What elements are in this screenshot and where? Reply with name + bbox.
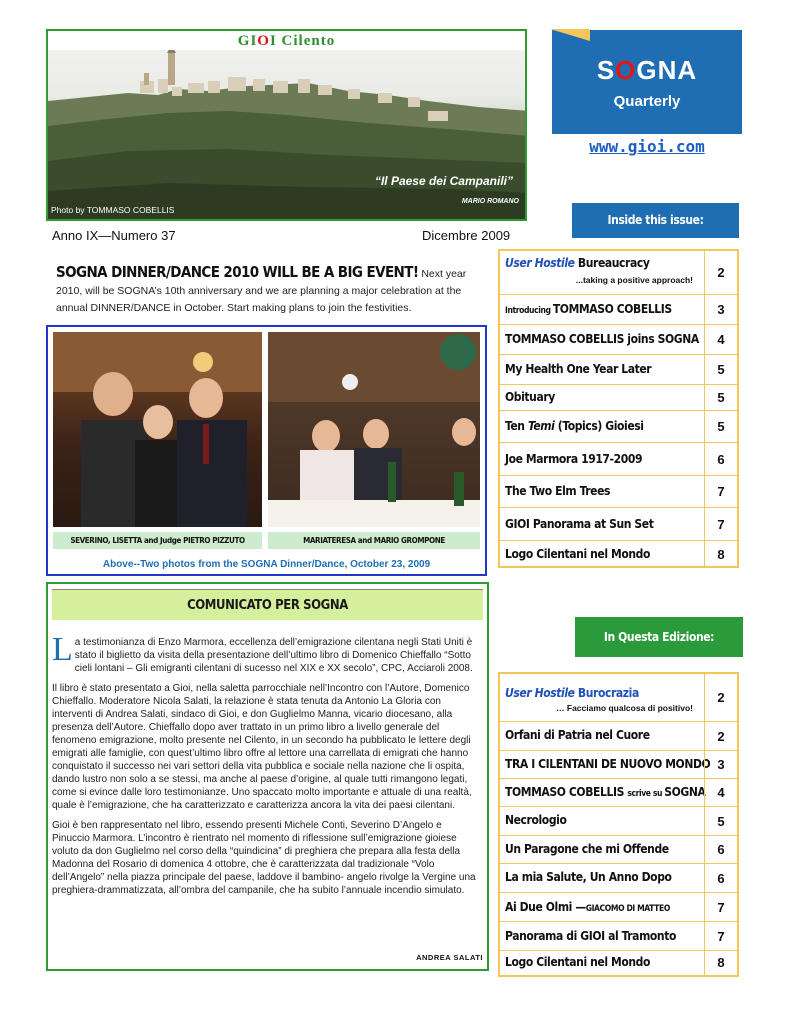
toc-item[interactable]: Ten Temi (Topics) Gioiesi 5 <box>500 411 737 443</box>
sogna-subtitle: Quarterly <box>613 93 681 110</box>
article-signature: ANDREA SALATI <box>416 953 483 962</box>
toc-page: 7 <box>704 508 737 540</box>
toc-page: 2 <box>704 722 737 750</box>
toc-page: 5 <box>704 385 737 410</box>
toc-page: 6 <box>704 864 737 892</box>
toc-page: 7 <box>704 893 737 921</box>
paragraph-1: a testimonianza di Enzo Marmora, eccellenza dell’emigrazione cilentana negli Stati Uniti è stato il biglietto da visita della presentazione dell’ultimo libro di Domenico Chieffallo “Sotto cieli lontani – Gli emigranti cilentani di sucesso nel XIX e XX secolo”, CPC, Acciaroli 2008. <box>74 637 473 674</box>
toc-item[interactable]: TRA I CILENTANI DE NUOVO MONDO 3 <box>500 751 737 779</box>
dinner-announcement <box>56 264 480 317</box>
toc-item[interactable]: Panorama di GIOI al Tramonto 7 <box>500 922 737 951</box>
banner-o: O <box>257 33 270 49</box>
hillside-village-image <box>48 31 527 221</box>
toc-subtitle: ...taking a positive approach! <box>575 275 693 285</box>
masthead-banner <box>48 31 525 50</box>
comunicato-heading: COMUNICATO PER SOGNA <box>52 589 483 620</box>
toc-item[interactable]: Obituary 5 <box>500 385 737 411</box>
dinner-photo-left <box>53 332 262 527</box>
toc-page: 4 <box>704 779 737 806</box>
toc-item[interactable]: My Health One Year Later 5 <box>500 355 737 385</box>
toc-subtitle: … Facciamo qualcosa di positivo! <box>556 703 693 713</box>
toc-page: 6 <box>704 836 737 863</box>
toc-page: 3 <box>704 751 737 778</box>
toc-item[interactable]: Ai Due Olmi —GIACOMO DI MATTEO 7 <box>500 893 737 922</box>
masthead-caption: “Il Paese dei Campanili” <box>374 174 513 188</box>
photo-credit: Photo by TOMMASO COBELLIS <box>51 205 175 215</box>
toc-page: 7 <box>704 922 737 950</box>
toc-page: 2 <box>704 674 737 721</box>
masthead-photo <box>46 29 527 221</box>
toc-item[interactable]: La mia Salute, Un Anno Dopo 6 <box>500 864 737 893</box>
toc-item[interactable]: Introducing TOMMASO COBELLIS 3 <box>500 295 737 325</box>
dinner-headline: SOGNA DINNER/DANCE 2010 WILL BE A BIG EVENT! <box>56 263 419 281</box>
paragraph-3: Gioi è ben rappresentato nel libro, essendo presenti Michele Conti, Severino D’Angelo e Pinuccio Marmora. L’incontro è rientrato nel momento di riflessione sull’emigrazione gioiese voluto da don Guglielmo nel corso della “quindicina” di preghiera che prepara alla festa della Madonna del Rosario di domenica 4 ottobre, che è caratterizzata dal tradizionale “Volo dell’Angelo” nella piazza principale del paese, laddove il bambino- angelo rivolge la Vergine una preghiera-drammatizzata, all’ombra del campanile, che ha subito l’annuale incendio simulato. <box>52 820 476 896</box>
photo-caption-left: SEVERINO, LISETTA and Judge PIETRO PIZZUTO <box>53 532 262 549</box>
photos-note: Above--Two photos from the SOGNA Dinner/Dance, October 23, 2009 <box>102 559 431 570</box>
toc-item[interactable]: TOMMASO COBELLIS joins SOGNA 4 <box>500 325 737 355</box>
toc-page: 7 <box>704 476 737 507</box>
sogna-title: SOGNA <box>596 55 698 85</box>
toc-item[interactable]: Necrologio 5 <box>500 807 737 836</box>
photo-caption-right: MARIATERESA and MARIO GROMPONE <box>268 532 480 549</box>
edizione-header: In Questa Edizione: <box>575 617 743 657</box>
toc-item[interactable]: Un Paragone che mi Offende 6 <box>500 836 737 864</box>
issue-number: Anno IX—Numero 37 <box>52 228 176 243</box>
toc-item[interactable]: Logo Cilentani nel Mondo 8 <box>500 951 737 975</box>
comunicato-body <box>52 631 480 904</box>
paragraph-2: Il libro è stato presentato a Gioi, nella saletta parrocchiale nell’Incontro con l’Autore, Domenico Chieffallo. Moderatore Nicola Salati, la relazione è stata tenuta da Antonio La Gloria con interventi di Andrea Salati, sindaco di Gioi, e don Guglielmo Manna, vicario diocesano, alla presenza dell’Autore. Chieffallo dopo aver trattato in un primo libro a livello generale del fenomeno emigrazione, molto presente nel Cilento, in un secondo ha pubblicato le lettere degli emigrati alle famiglie, con quest’ultimo libro offre al lettore una carrellata di emigrati che hanno conquistato il successo nei vari settori della vita pubblica e sociale nella nazione che li ospita, dando lustro non solo a se stessi, ma anche al paese d’origine, al quale tutti rimangono legati, come si evince dalle loro testimonianze. Uno spaccato molto importante e attuale di una realtà, quale è l’emigrazione, che ha caratterizzato e caratterizza ancora la vita dei paesi cilentani. <box>52 683 472 811</box>
toc-page: 8 <box>704 541 737 568</box>
toc-page: 2 <box>704 251 737 294</box>
toc-item[interactable]: GIOI Panorama at Sun Set 7 <box>500 508 737 541</box>
inside-issue-toc <box>498 249 739 568</box>
banner-cilento: I Cilento <box>269 33 336 49</box>
toc-item[interactable]: User Hostile Burocrazia … Facciamo qualcosa di positivo! 2 <box>500 674 737 722</box>
issue-date: Dicembre 2009 <box>422 228 511 243</box>
masthead-author: MARIO ROMANO <box>461 198 519 205</box>
toc-page: 6 <box>704 443 737 475</box>
toc-page: 4 <box>704 325 737 354</box>
toc-item[interactable]: TOMMASO COBELLIS scrive su SOGNA 4 <box>500 779 737 807</box>
banner-gi: GI <box>237 33 258 49</box>
toc-item[interactable]: User Hostile Bureaucracy ...taking a positive approach! 2 <box>500 251 737 295</box>
toc-item[interactable]: Joe Marmora 1917-2009 6 <box>500 443 737 476</box>
toc-page: 5 <box>704 807 737 835</box>
toc-page: 5 <box>704 411 737 442</box>
corner-accent <box>550 29 590 43</box>
dinner-text: Next year 2010, will be SOGNA’s 10th anniversary and we are planning a major celebration at the annual DINNER/DANCE in October. Start making plans to join the festivities. <box>56 268 467 314</box>
toc-item[interactable]: Orfani di Patria nel Cuore 2 <box>500 722 737 751</box>
toc-page: 3 <box>704 295 737 324</box>
toc-item[interactable]: Logo Cilentani nel Mondo 8 <box>500 541 737 568</box>
website-link[interactable]: www.gioi.com <box>589 137 705 156</box>
toc-item[interactable]: The Two Elm Trees 7 <box>500 476 737 508</box>
toc-page: 8 <box>704 951 737 975</box>
dinner-photo-right <box>268 332 480 527</box>
toc-page: 5 <box>704 355 737 384</box>
edizione-toc <box>498 672 739 977</box>
inside-issue-header: Inside this issue: <box>572 203 739 238</box>
drop-cap: L <box>52 631 73 668</box>
